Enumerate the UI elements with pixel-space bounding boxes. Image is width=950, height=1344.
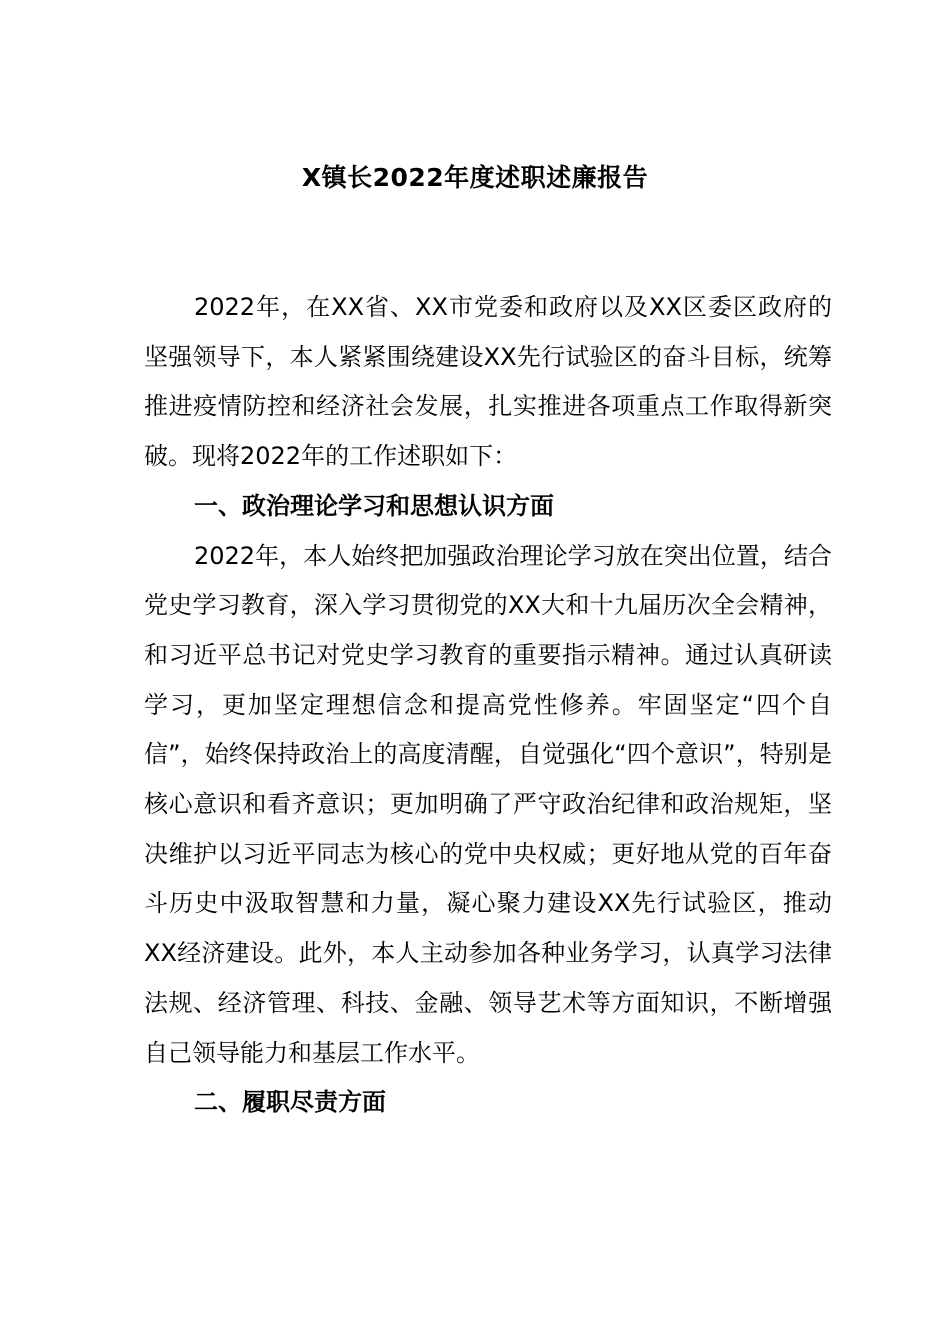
section-2-heading: 二、履职尽责方面 [194, 1088, 386, 1117]
intro-paragraph: 2022年，在XX省、XX市党委和政府以及XX区委区政府的坚强领导下，本人紧紧围绕建设XX先行试验区的奋斗目标，统筹推进疫情防控和经济社会发展，扎实推进各项重点工作取得新突破。现将2022年的工作述职如下： [144, 293, 832, 471]
section-1-heading: 一、政治理论学习和思想认识方面 [194, 491, 554, 520]
section-1-paragraph: 2022年，本人始终把加强政治理论学习放在突出位置，结合党史学习教育，深入学习贯彻党的XX大和十九届历次全会精神，和习近平总书记对党史学习教育的重要指示精神。通过认真研读学习，更加坚定理想信念和提高党性修养。牢固坚定“四个自信”，始终保持政治上的高度清醒，自觉强化“四个意识”，特别是核心意识和看齐意识；更加明确了严守政治纪律和政治规矩，坚决维护以习近平同志为核心的党中央权威；更好地从党的百年奋斗历史中汲取智慧和力量，凝心聚力建设XX先行试验区，推动XX经济建设。此外，本人主动参加各种业务学习，认真学习法律法规、经济管理、科技、金融、领导艺术等方面知识，不断增强自己领导能力和基层工作水平。 [144, 541, 832, 1067]
document-title: X镇长2022年度述职述廉报告 [301, 163, 649, 192]
document-body [144, 283, 832, 1128]
